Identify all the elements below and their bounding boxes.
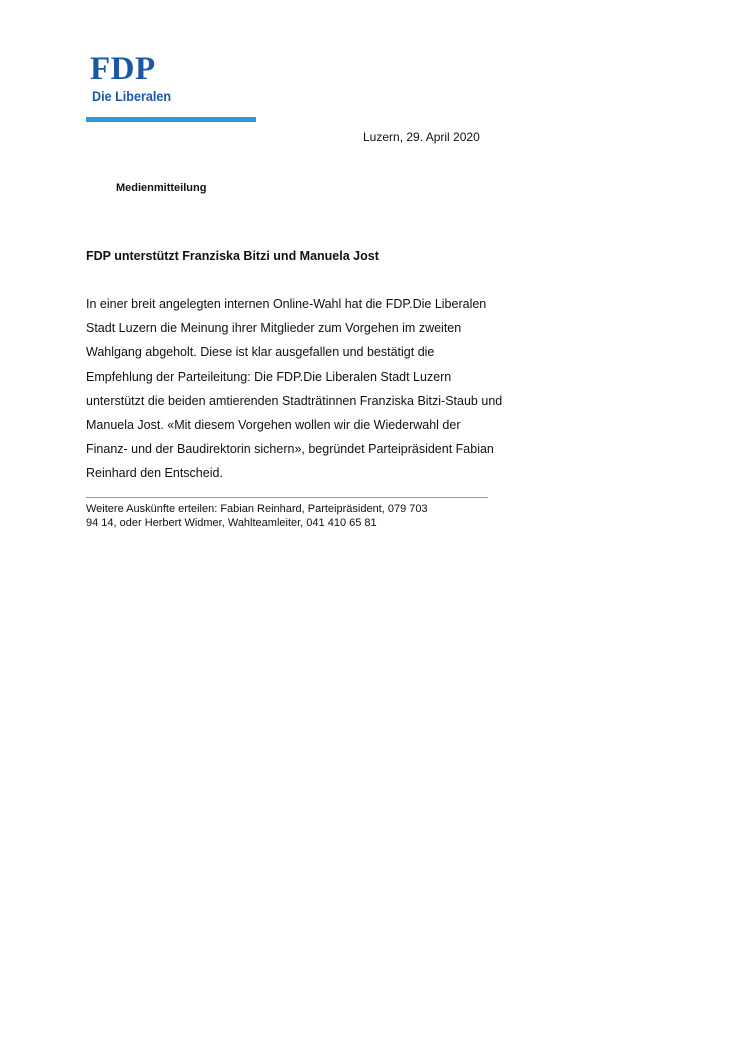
body-line: unterstützt die beiden amtierenden Stadträtinnen Franziska Bitzi-Staub und — [86, 393, 503, 408]
fdp-logo — [86, 52, 256, 124]
press-release-body — [86, 292, 566, 486]
document-type-label: Medienmitteilung — [116, 182, 207, 194]
body-line: Manuela Jost. «Mit diesem Vorgehen wollen wir die Wiederwahl der — [86, 418, 461, 433]
body-line: Reinhard den Entscheid. — [86, 466, 223, 481]
body-line: In einer breit angelegten internen Online-Wahl hat die FDP.Die Liberalen — [86, 297, 487, 311]
logo-underline-bar — [86, 117, 256, 122]
logo-wordmark: FDP — [90, 51, 156, 87]
document-date: Luzern, 29. April 2020 — [363, 130, 480, 144]
footer-line: Weitere Auskünfte erteilen: Fabian Reinhard, Parteipräsident, 079 703 — [86, 503, 428, 515]
body-line: Stadt Luzern die Meinung ihrer Mitglieder zum Vorgehen im zweiten — [86, 321, 462, 336]
logo-subtitle: Die Liberalen — [92, 88, 172, 104]
press-release-headline: FDP unterstützt Franziska Bitzi und Manuela Jost — [86, 249, 379, 263]
contact-info-footer — [86, 502, 428, 530]
footer-line: 94 14, oder Herbert Widmer, Wahlteamleiter, 041 410 65 81 — [86, 517, 377, 529]
body-line: Empfehlung der Parteileitung: Die FDP.Die Liberalen Stadt Luzern — [86, 369, 452, 384]
footer-divider — [86, 497, 488, 498]
body-line: Finanz- und der Baudirektorin sichern», begründet Parteipräsident Fabian — [86, 442, 494, 457]
body-line: Wahlgang abgeholt. Diese ist klar ausgefallen und bestätigt die — [86, 345, 435, 360]
